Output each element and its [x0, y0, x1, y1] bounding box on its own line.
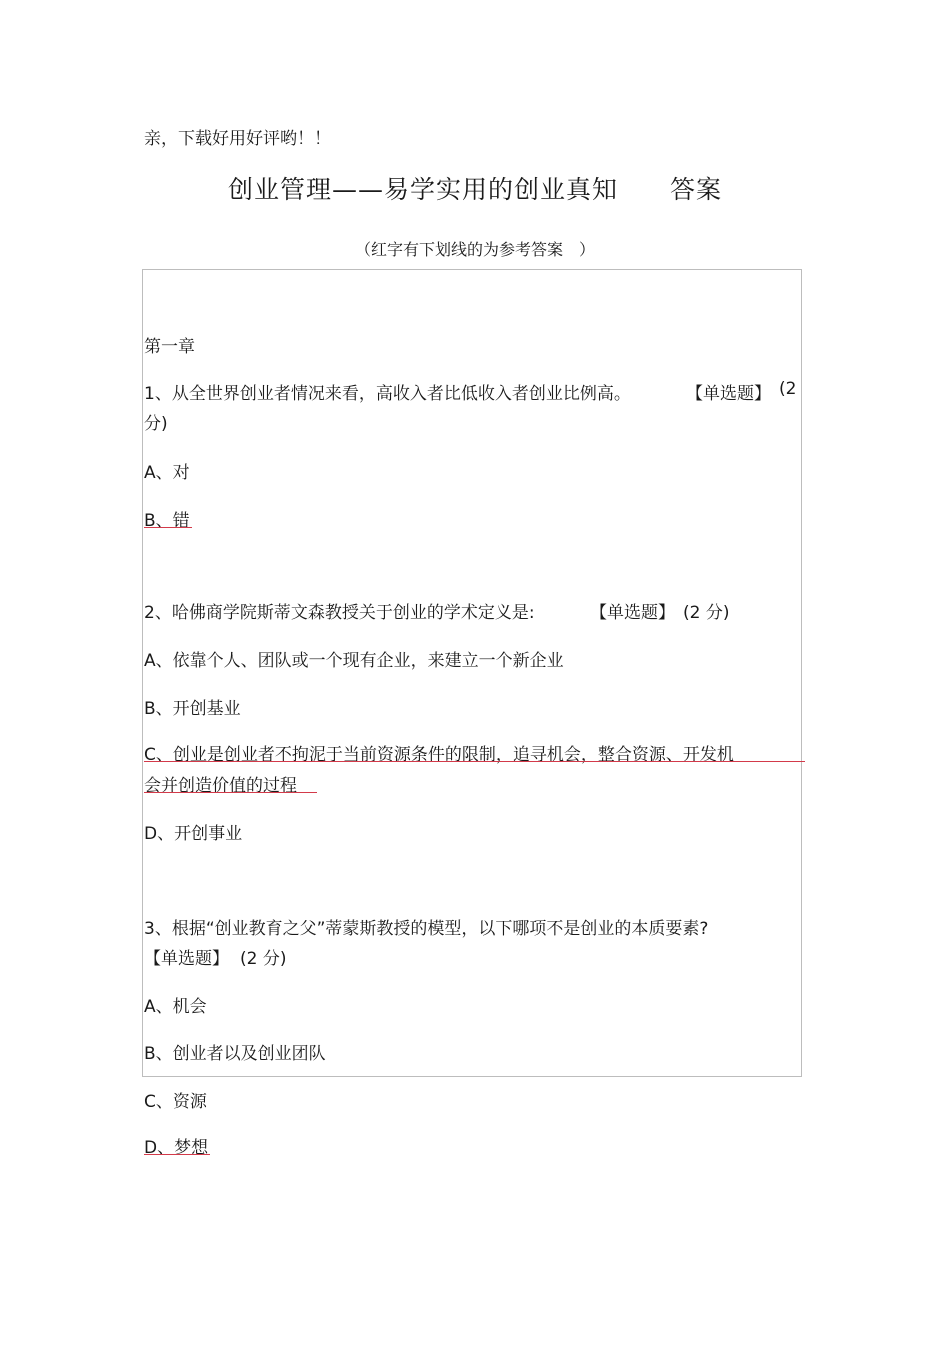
question-3-option-d[interactable]: D、梦想 — [144, 1138, 209, 1158]
question-2-stem: 2、哈佛商学院斯蒂文森教授关于创业的学术定义是: — [144, 603, 535, 623]
page-title: 创业管理——易学实用的创业真知 答案 — [227, 175, 722, 204]
question-1-option-a[interactable]: A、对 — [144, 463, 190, 483]
question-2-option-d[interactable]: D、开创事业 — [144, 824, 243, 844]
question-3-type: 【单选题】 — [144, 949, 229, 969]
question-2-type: 【单选题】 — [590, 603, 675, 623]
answer-underline-q1 — [144, 527, 192, 528]
question-3-option-b[interactable]: B、创业者以及创业团队 — [144, 1044, 326, 1064]
greeting-text: 亲，下载好用好评哟！！ — [144, 129, 331, 149]
chapter-heading: 第一章 — [144, 337, 195, 357]
question-3-score: (2 分) — [240, 949, 287, 969]
question-3-option-c[interactable]: C、资源 — [144, 1092, 207, 1112]
question-1-score-unit: 分) — [144, 414, 168, 434]
answer-underline-q3 — [144, 1154, 210, 1155]
question-2-option-c-line2[interactable]: 会并创造价值的过程 — [144, 776, 297, 796]
question-2-option-b[interactable]: B、开创基业 — [144, 699, 241, 719]
page-subtitle: （红字有下划线的为参考答案 ） — [354, 240, 595, 259]
question-1-stem: 1、从全世界创业者情况来看，高收入者比低收入者创业比例高。 — [144, 384, 631, 404]
question-2-option-c-line1[interactable]: C、创业是创业者不拘泥于当前资源条件的限制，追寻机会，整合资源、开发机 — [144, 745, 734, 765]
question-1-option-b[interactable]: B、错 — [144, 511, 190, 531]
answer-underline-q2-line2 — [144, 792, 317, 793]
question-2-option-a[interactable]: A、依靠个人、团队或一个现有企业，来建立一个新企业 — [144, 651, 564, 671]
question-3-option-a[interactable]: A、机会 — [144, 997, 207, 1017]
question-2-score: (2 分) — [683, 603, 730, 623]
question-1-type: 【单选题】 — [686, 384, 771, 404]
question-3-stem: 3、根据“创业教育之父”蒂蒙斯教授的模型，以下哪项不是创业的本质要素? — [144, 919, 709, 939]
question-1-score: (2 — [779, 379, 797, 399]
answer-underline-q2-line1 — [144, 761, 805, 762]
